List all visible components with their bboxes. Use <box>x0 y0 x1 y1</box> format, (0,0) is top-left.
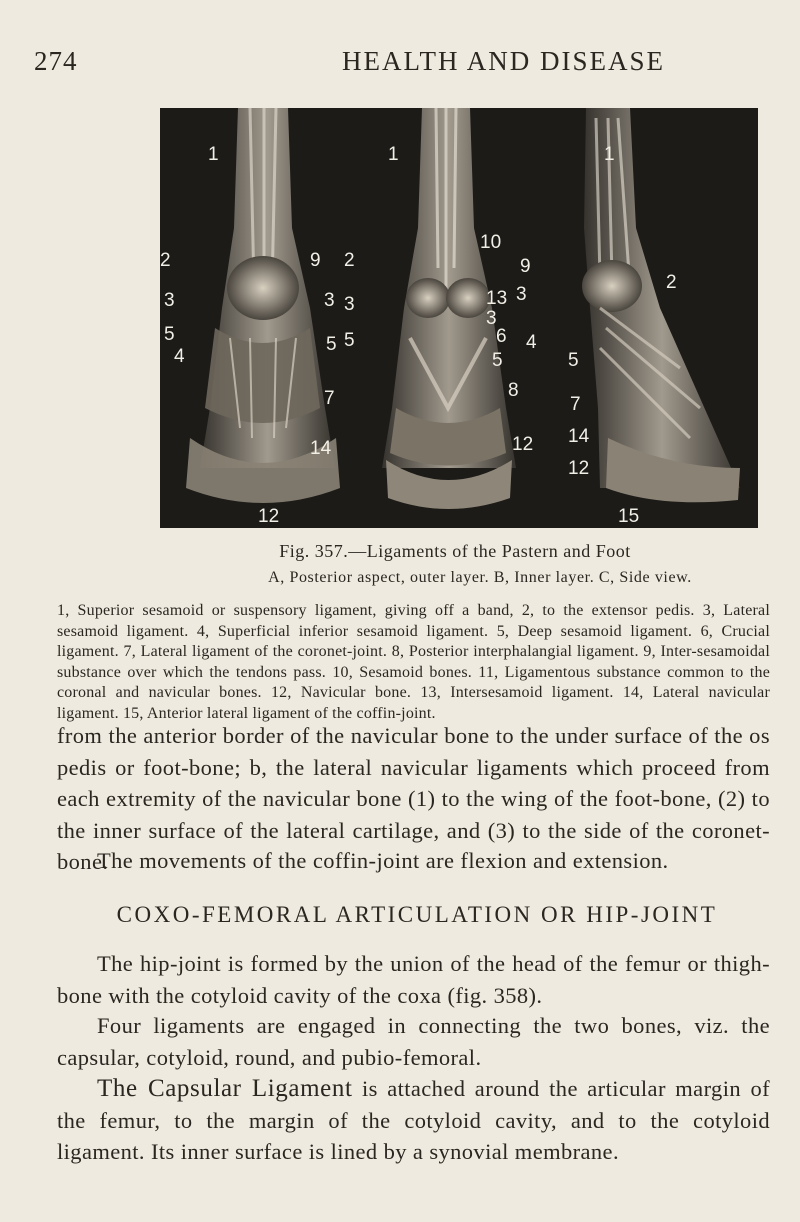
anatomical-plate <box>160 108 758 528</box>
svg-text:9: 9 <box>310 250 321 271</box>
svg-text:7: 7 <box>324 388 335 409</box>
svg-text:5: 5 <box>164 324 175 345</box>
svg-text:14: 14 <box>568 426 590 447</box>
page-header <box>34 46 748 86</box>
lead-term: The Capsular Ligament <box>97 1075 353 1102</box>
svg-text:3: 3 <box>486 308 497 329</box>
svg-text:3: 3 <box>516 284 527 305</box>
page-number: 274 <box>34 46 78 76</box>
paragraph-navicular: from the anterior border of the navicular bone to the under surface of the os pedis or foot-bone; b, the lateral navicular ligaments which proceed from each extremity of the navicular bone (1) to the wing of the foot-bone, (2) to the inner surface of the lateral cartilage, and (3) to the side of the coronet-bone. <box>57 723 770 874</box>
svg-text:3: 3 <box>324 290 335 311</box>
svg-text:6: 6 <box>496 326 507 347</box>
svg-text:4: 4 <box>526 332 537 353</box>
svg-text:14: 14 <box>310 438 332 459</box>
paragraph-coffin-joint-movements: The movements of the coffin-joint are flexion and extension. <box>97 848 669 873</box>
svg-text:12: 12 <box>258 506 280 527</box>
running-head: HEALTH AND DISEASE <box>342 46 666 76</box>
svg-text:4: 4 <box>174 346 185 367</box>
paragraph-capsular-text: is attached around the articular margin of the femur, to the margin of the cotyloid cavity, and to the cotyloid ligament. Its inner surface is lined by a synovial membrane. <box>57 1076 771 1164</box>
svg-text:9: 9 <box>520 256 531 277</box>
svg-text:1: 1 <box>604 144 615 165</box>
svg-text:1: 1 <box>208 144 219 165</box>
svg-text:1: 1 <box>388 144 399 165</box>
paragraph-hip-joint: The hip-joint is formed by the union of the head of the femur or thigh-bone with the cotyloid cavity of the coxa (fig. 358). <box>57 951 770 1008</box>
svg-text:12: 12 <box>512 434 534 455</box>
svg-text:8: 8 <box>508 380 519 401</box>
svg-text:5: 5 <box>492 350 503 371</box>
figure-caption: Fig. 357.—Ligaments of the Pastern and Foot <box>279 541 631 561</box>
figure-legend: 1, Superior sesamoid or suspensory ligament, giving off a band, 2, to the extensor pedis. 3, Lateral sesamoid ligament. 4, Superficial inferior sesamoid ligament. 5, Deep sesamoid ligament. 6, Crucial ligament. 7, Lateral ligament of the coronet-joint. 8, Posterior interphalangial ligament. 9, Inter-sesamoidal substance over which the tendons pass. 10, Sesamoid bones. 11, Ligamentous substance common to the coronal and navicular bones. 12, Navicular bone. 13, Intersesamoid ligament. 14, Lateral navicular ligament. 15, Anterior lateral ligament of the coffin-joint. <box>57 602 770 722</box>
svg-text:5: 5 <box>326 334 337 355</box>
svg-text:2: 2 <box>344 250 355 271</box>
paragraph-four-ligaments: Four ligaments are engaged in connecting the two bones, viz. the capsular, cotyloid, round, and pubio-femoral. <box>57 1013 770 1070</box>
svg-text:5: 5 <box>344 330 355 351</box>
svg-text:7: 7 <box>570 394 581 415</box>
figure-subcaption: A, Posterior aspect, outer layer. B, Inner layer. C, Side view. <box>268 569 692 586</box>
ligament-illustration <box>160 108 758 528</box>
section-heading: COXO-FEMORAL ARTICULATION OR HIP-JOINT <box>116 902 718 927</box>
paragraph-capsular-ligament <box>57 1073 770 1168</box>
svg-text:2: 2 <box>666 272 677 293</box>
svg-text:3: 3 <box>164 290 175 311</box>
svg-text:3: 3 <box>344 294 355 315</box>
svg-text:5: 5 <box>568 350 579 371</box>
svg-text:15: 15 <box>618 506 640 527</box>
svg-text:2: 2 <box>160 250 171 271</box>
svg-text:12: 12 <box>568 458 590 479</box>
svg-text:10: 10 <box>480 232 502 253</box>
svg-text:13: 13 <box>486 288 508 309</box>
